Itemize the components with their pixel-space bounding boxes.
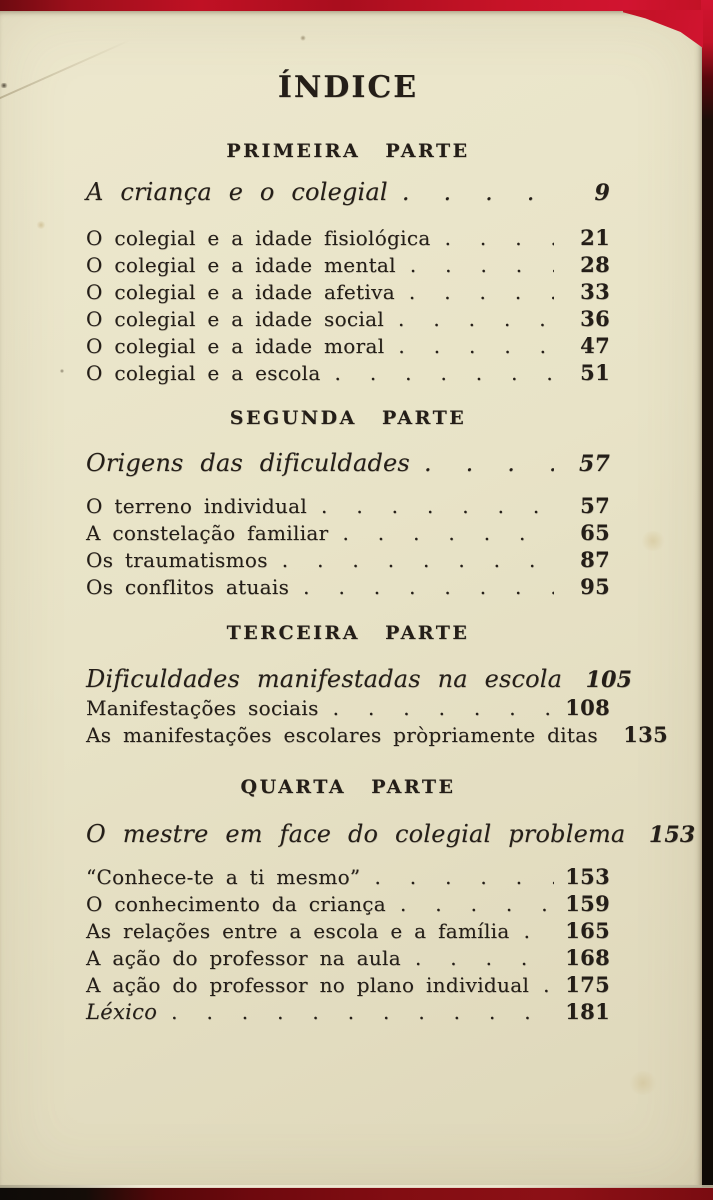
- toc-entry-page: 168: [565, 945, 610, 970]
- part-heading-1: PRIMEIRA PARTE: [226, 140, 470, 162]
- toc-entry-label: Os traumatismos: [86, 548, 268, 572]
- toc-entry: [86, 890, 610, 917]
- toc-entry-group: [86, 224, 610, 386]
- toc-entry: [86, 492, 610, 519]
- toc-entry-label: O colegial e a idade social: [86, 307, 385, 331]
- dot-leader: [400, 891, 554, 918]
- toc-entry-page: 87: [580, 547, 610, 572]
- dot-leader: [410, 252, 554, 279]
- toc-entry: [86, 998, 610, 1025]
- book-cover-right-edge: [701, 0, 713, 1200]
- toc-entry-label: Os conflitos atuais: [86, 575, 290, 599]
- toc-entry-page: 57: [580, 493, 610, 518]
- toc-entry: [86, 278, 610, 305]
- stain-spot: [0, 83, 8, 88]
- toc-entry: [86, 305, 610, 332]
- toc-entry-group: [86, 694, 668, 748]
- toc-entry: [86, 251, 610, 278]
- dot-leader: [282, 547, 554, 574]
- toc-entry-label: O terreno individual: [86, 494, 308, 518]
- toc-entry-group: [86, 863, 610, 1025]
- toc-entry-page: 159: [565, 891, 610, 916]
- toc-entry-page: 65: [580, 520, 610, 545]
- toc-entry: [86, 917, 610, 944]
- toc-entry-page: 95: [580, 574, 610, 599]
- toc-entry-label: A ação do professor na aula: [86, 946, 401, 970]
- toc-entry-label: O colegial e a idade moral: [86, 334, 385, 358]
- dot-leader: [333, 695, 554, 722]
- toc-entry-page: 135: [623, 722, 668, 747]
- toc-entry-page: 153: [565, 864, 610, 889]
- toc-entry-label: Léxico: [86, 1000, 158, 1024]
- toc-main-entry: [86, 664, 633, 694]
- dot-leader: [398, 333, 554, 360]
- dot-leader: [409, 279, 554, 306]
- toc-entry-label: A criança e o colegial: [86, 178, 388, 206]
- toc-entry-page: 175: [565, 972, 610, 997]
- dot-leader: [303, 574, 554, 601]
- dot-leader: [398, 306, 554, 333]
- dot-leader: [524, 918, 554, 945]
- toc-entry-page: 28: [580, 252, 610, 277]
- toc-entry-page: 105: [585, 667, 633, 693]
- dot-leader: [415, 945, 554, 972]
- toc-main-entry: [86, 177, 610, 207]
- toc-entry: [86, 863, 610, 890]
- toc-entry-page: 36: [580, 306, 610, 331]
- toc-entry-label: Dificuldades manifestadas na escola: [86, 665, 563, 693]
- dot-leader: [374, 864, 554, 891]
- dot-leader: [402, 177, 554, 207]
- toc-entry-label: A constelação familiar: [86, 521, 329, 545]
- toc-entry-label: O colegial e a escola: [86, 361, 321, 385]
- toc-entry: [86, 332, 610, 359]
- toc-entry-label: As relações entre a escola e a família: [86, 919, 510, 943]
- toc-entry-label: “Conhece-te a ti mesmo”: [86, 865, 361, 889]
- toc-entry-label: O conhecimento da criança: [86, 892, 386, 916]
- toc-entry: [86, 546, 610, 573]
- toc-main-entry: [86, 819, 696, 849]
- toc-entry-page: 153: [648, 822, 696, 848]
- toc-entry-label: Origens das dificuldades: [86, 449, 410, 477]
- dot-leader: [321, 493, 554, 520]
- toc-entry-label: As manifestações escolares pròpriamente ditas: [86, 723, 598, 747]
- stain-spot: [36, 221, 46, 229]
- toc-content: [86, 0, 696, 1025]
- stain-spot: [640, 531, 666, 551]
- toc-entry-page: 181: [565, 999, 610, 1024]
- dot-leader: [335, 360, 554, 387]
- toc-entry: [86, 573, 610, 600]
- part-heading-3: TERCEIRA PARTE: [226, 622, 470, 644]
- toc-main-entry: [86, 448, 610, 478]
- toc-entry-page: 9: [594, 180, 610, 206]
- book-cover-bottom-edge: [0, 1187, 713, 1200]
- toc-entry-page: 108: [565, 695, 610, 720]
- toc-entry-page: 57: [578, 451, 610, 477]
- toc-entry-page: 33: [580, 279, 610, 304]
- toc-entry: [86, 224, 610, 251]
- toc-entry-label: Manifestações sociais: [86, 696, 319, 720]
- toc-entry: [86, 519, 610, 546]
- toc-entry-page: 47: [580, 333, 610, 358]
- toc-entry-page: 51: [580, 360, 610, 385]
- part-heading-4: QUARTA PARTE: [240, 776, 456, 798]
- toc-entry-label: A ação do professor no plano individual: [86, 973, 530, 997]
- toc-entry-group: [86, 492, 610, 600]
- stain-spot: [628, 1071, 658, 1095]
- toc-entry-label: O colegial e a idade fisiológica: [86, 226, 431, 250]
- toc-entry-label: O colegial e a idade mental: [86, 253, 396, 277]
- dot-leader: [424, 448, 554, 478]
- toc-entry: [86, 971, 610, 998]
- stain-spot: [60, 369, 64, 373]
- toc-entry-page: 21: [580, 225, 610, 250]
- toc-entry: [86, 694, 610, 721]
- toc-entry: [86, 944, 610, 971]
- dot-leader: [445, 225, 554, 252]
- toc-entry: [86, 359, 610, 386]
- dot-leader: [543, 972, 554, 999]
- part-heading-2: SEGUNDA PARTE: [229, 407, 467, 429]
- toc-entry-label: O colegial e a idade afetiva: [86, 280, 395, 304]
- toc-entry-page: 165: [565, 918, 610, 943]
- toc-entry: [86, 721, 668, 748]
- dot-leader: [342, 520, 554, 547]
- toc-entry-label: O mestre em face do colegial problema: [86, 820, 626, 848]
- toc-title: ÍNDICE: [277, 70, 419, 105]
- dot-leader: [171, 999, 554, 1026]
